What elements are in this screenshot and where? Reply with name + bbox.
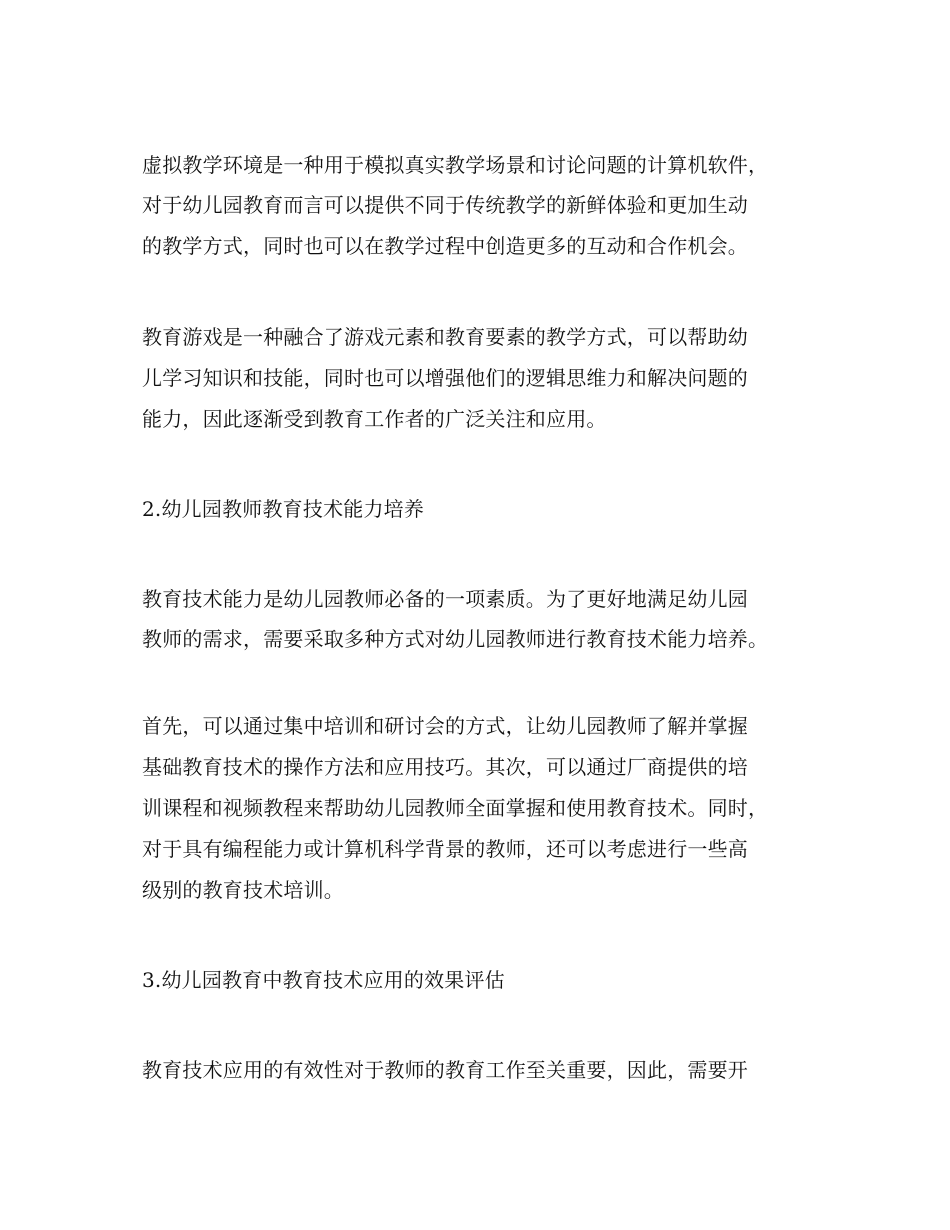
paragraph-4-line-1: 首先，可以通过集中培训和研讨会的方式，让幼儿园教师了解并掌握 (142, 714, 748, 738)
paragraph-1-line-1: 虚拟教学环境是一种用于模拟真实教学场景和讨论问题的计算机软件， (142, 153, 769, 177)
paragraph-3-line-2: 教师的需求，需要采取多种方式对幼儿园教师进行教育技术能力培养。 (142, 627, 769, 651)
paragraph-3-line-1: 教育技术能力是幼儿园教师必备的一项素质。为了更好地满足幼儿园 (142, 587, 748, 611)
section-heading-3: 3.幼儿园教育中教育技术应用的效果评估 (142, 968, 505, 992)
paragraph-4-line-3: 训课程和视频教程来帮助幼儿园教师全面掌握和使用教育技术。同时， (142, 796, 769, 820)
paragraph-2-line-2: 儿学习知识和技能，同时也可以增强他们的逻辑思维力和解决问题的 (142, 366, 748, 390)
paragraph-1-line-3: 的教学方式，同时也可以在教学过程中创造更多的互动和合作机会。 (142, 234, 748, 258)
paragraph-2-line-1: 教育游戏是一种融合了游戏元素和教育要素的教学方式，可以帮助幼 (142, 325, 748, 349)
paragraph-4-line-4: 对于具有编程能力或计算机科学背景的教师，还可以考虑进行一些高 (142, 837, 748, 861)
paragraph-2-line-3: 能力，因此逐渐受到教育工作者的广泛关注和应用。 (142, 407, 607, 431)
paragraph-4-line-5: 级别的教育技术培训。 (142, 878, 344, 902)
section-heading-2: 2.幼儿园教师教育技术能力培养 (142, 497, 425, 521)
paragraph-5-line-1: 教育技术应用的有效性对于教师的教育工作至关重要，因此，需要开 (142, 1058, 748, 1082)
paragraph-4-line-2: 基础教育技术的操作方法和应用技巧。其次，可以通过厂商提供的培 (142, 755, 748, 779)
paragraph-1-line-2: 对于幼儿园教育而言可以提供不同于传统教学的新鲜体验和更加生动 (142, 193, 748, 217)
